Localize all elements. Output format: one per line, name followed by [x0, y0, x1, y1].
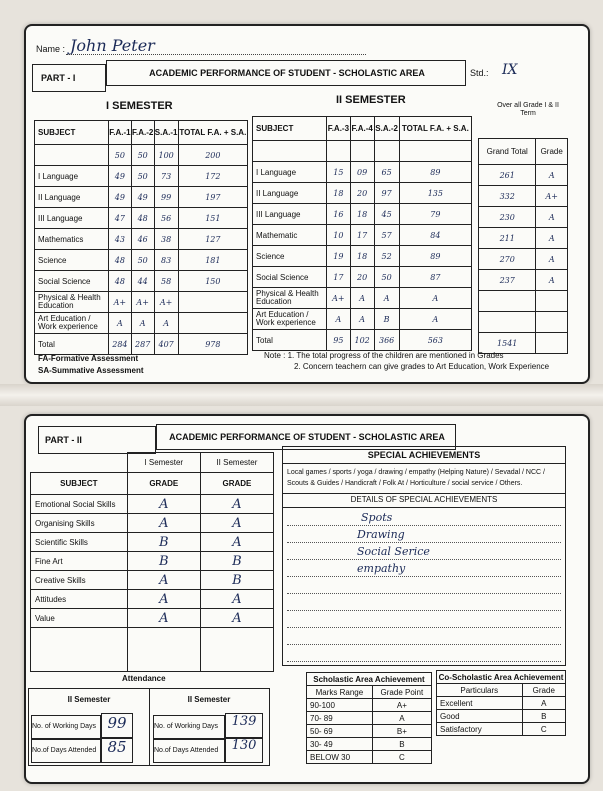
part-label-box: [32, 64, 106, 92]
skill-label: Emotional Social Skills: [31, 495, 128, 514]
table-row: [307, 712, 432, 725]
mark-cell: B: [374, 309, 399, 330]
mark-cell: 366: [374, 330, 399, 351]
mark-cell: 47: [109, 208, 132, 229]
skill-label: Attitudes: [31, 590, 128, 609]
mark-cell: 84: [399, 225, 471, 246]
table-row: [479, 207, 568, 228]
grade-cell: C: [522, 723, 565, 736]
grade-cell: A: [536, 207, 568, 228]
table-row: [35, 208, 248, 229]
subject-label: Mathematic: [253, 225, 327, 246]
mark-cell: 19: [327, 246, 351, 267]
max-marks-blank: [35, 145, 109, 166]
mark-cell: 151: [178, 208, 247, 229]
mark-cell: 563: [399, 330, 471, 351]
table-row: [253, 246, 472, 267]
subject-label: III Language: [253, 204, 327, 225]
mark-cell: 48: [109, 271, 132, 292]
table-row: [479, 228, 568, 249]
spacer-cell: [350, 141, 374, 162]
subject-label: Total: [35, 334, 109, 355]
grade-cell: [536, 312, 568, 333]
working-days-1: 99: [101, 713, 133, 739]
subject-label: Social Science: [253, 267, 327, 288]
header-subject: SUBJECT: [253, 117, 327, 141]
semester-1-title: I SEMESTER: [106, 100, 173, 112]
mark-cell: A: [399, 288, 471, 309]
table-row: [479, 249, 568, 270]
grand-total-cell: 237: [479, 270, 536, 291]
mark-cell: 135: [399, 183, 471, 204]
subject-label: Total: [253, 330, 327, 351]
mark-cell: A: [350, 288, 374, 309]
max-mark: 200: [178, 145, 247, 166]
subject-label: III Language: [35, 208, 109, 229]
grade-cell: A: [536, 228, 568, 249]
attended-label-2: No.of Days Attended: [153, 739, 225, 763]
semester-2-table: [252, 116, 472, 351]
co-scholastic-table: [30, 452, 274, 672]
skill-label: Organising Skills: [31, 514, 128, 533]
grade-cell: A+: [536, 186, 568, 207]
divider: [283, 493, 565, 494]
grade-cell: A: [536, 249, 568, 270]
blank-cell: [127, 628, 200, 672]
grand-total-cell: 270: [479, 249, 536, 270]
semester-1-table: [34, 120, 248, 355]
dotted-line: [287, 576, 561, 577]
achievement-lines: [283, 507, 565, 667]
semester-2-title: II SEMESTER: [336, 94, 406, 106]
table-row: [307, 725, 432, 738]
subject-label: Physical & Health Education: [35, 292, 109, 313]
mark-cell: 65: [374, 162, 399, 183]
max-mark: 50: [109, 145, 132, 166]
mark-cell: 15: [327, 162, 351, 183]
subject-label: I Language: [253, 162, 327, 183]
mark-cell: 18: [350, 246, 374, 267]
att-sem1-title: II Semester: [67, 695, 111, 704]
mark-cell: 978: [178, 334, 247, 355]
mark-cell: 102: [350, 330, 374, 351]
subject-label: Art Education / Work experience: [35, 313, 109, 334]
mark-cell: 20: [350, 183, 374, 204]
mark-cell: A: [327, 309, 351, 330]
blank-cell: [31, 628, 128, 672]
grade-point-cell: A: [372, 712, 431, 725]
mark-cell: 16: [327, 204, 351, 225]
name-label: Name :: [36, 44, 66, 54]
part-title: ACADEMIC PERFORMANCE OF STUDENT - SCHOLASTIC AREA: [149, 68, 425, 78]
grand-total-cell: [479, 291, 536, 312]
table-row: [35, 187, 248, 208]
subject-label: Mathematics: [35, 229, 109, 250]
achievement-entry: empathy: [357, 562, 406, 575]
spacer-cell: [253, 141, 327, 162]
sem2-header: II Semester: [200, 453, 273, 473]
mark-cell: 10: [327, 225, 351, 246]
grand-total-cell: 332: [479, 186, 536, 207]
dotted-line: [287, 559, 561, 560]
mark-cell: 49: [109, 187, 132, 208]
std-label: Std.:: [470, 68, 489, 78]
mark-cell: 43: [109, 229, 132, 250]
table-row: [31, 495, 274, 514]
grade-cell: [536, 291, 568, 312]
sem2-grade-cell: A: [200, 514, 273, 533]
marks-range-cell: 30- 49: [307, 738, 373, 751]
mark-cell: 56: [154, 208, 178, 229]
sem1-grade-cell: A: [127, 590, 200, 609]
header-total: TOTAL F.A. + S.A.: [399, 117, 471, 141]
table-row: [437, 697, 566, 710]
table-row: [31, 533, 274, 552]
subject-label: II Language: [253, 183, 327, 204]
table-row: [35, 292, 248, 313]
table-row: [31, 609, 274, 628]
coscholastic-header-particulars: Particulars: [437, 684, 523, 697]
table-row: [479, 312, 568, 333]
grade-header-2: GRADE: [200, 473, 273, 495]
mark-cell: A: [399, 309, 471, 330]
max-mark: 100: [154, 145, 178, 166]
spacer-cell: [327, 141, 351, 162]
subject-label: I Language: [35, 166, 109, 187]
dotted-line: [287, 525, 561, 526]
overall-grade-table: [478, 138, 568, 354]
table-row: [35, 166, 248, 187]
mark-cell: 284: [109, 334, 132, 355]
mark-cell: 89: [399, 162, 471, 183]
mark-cell: A+: [131, 292, 154, 313]
grade-cell: [536, 333, 568, 354]
mark-cell: 45: [374, 204, 399, 225]
attended-2: 130: [225, 737, 263, 763]
table-row: [35, 229, 248, 250]
scholastic-grade-table: [306, 672, 432, 764]
std-value: IX: [502, 62, 518, 78]
dotted-line: [287, 593, 561, 594]
header-fa2: F.A.-2: [131, 121, 154, 145]
sem2-grade-cell: B: [200, 552, 273, 571]
header-fa4: F.A.-4: [350, 117, 374, 141]
grand-total-cell: 211: [479, 228, 536, 249]
mark-cell: A+: [154, 292, 178, 313]
particulars-cell: Good: [437, 710, 523, 723]
sem2-grade-cell: A: [200, 609, 273, 628]
grade-point-cell: A+: [372, 699, 431, 712]
mark-cell: 172: [178, 166, 247, 187]
working-days-2: 139: [225, 713, 263, 739]
mark-cell: 287: [131, 334, 154, 355]
mark-cell: 17: [327, 267, 351, 288]
mark-cell: 407: [154, 334, 178, 355]
mark-cell: 48: [131, 208, 154, 229]
grand-total-cell: 1541: [479, 333, 536, 354]
att-sem2-title: II Semester: [187, 695, 231, 704]
mark-cell: 18: [350, 204, 374, 225]
table-row: [479, 186, 568, 207]
attendance-title: Attendance: [122, 674, 166, 683]
table-row: [479, 291, 568, 312]
skill-label: Value: [31, 609, 128, 628]
special-description: Local games / sports / yoga / drawing / empathy (Helping Nature) / Sevadal / NCC / Scouts & Guides / Handicraft / Folk At / Horticulture / social service / Others.: [287, 469, 545, 487]
coscholastic-grade-table: [436, 670, 566, 736]
part2-label: PART - II: [45, 435, 82, 445]
particulars-cell: Excellent: [437, 697, 523, 710]
table-row: [307, 738, 432, 751]
mark-cell: A+: [109, 292, 132, 313]
mark-cell: 17: [350, 225, 374, 246]
note-line-1: Note : 1. The total progress of the children are mentioned in Grades: [264, 351, 504, 360]
sem1-grade-cell: A: [127, 571, 200, 590]
table-row: [307, 751, 432, 764]
subject-label: Science: [253, 246, 327, 267]
attended-1: 85: [101, 737, 133, 763]
marks-range-cell: BELOW 30: [307, 751, 373, 764]
report-card-part-2: [24, 414, 590, 784]
sem1-grade-cell: A: [127, 609, 200, 628]
mark-cell: 50: [131, 166, 154, 187]
table-row: [253, 267, 472, 288]
skill-label: Fine Art: [31, 552, 128, 571]
mark-cell: 181: [178, 250, 247, 271]
spacer-cell: [399, 141, 471, 162]
skill-label: Scientific Skills: [31, 533, 128, 552]
marks-range-cell: 90-100: [307, 699, 373, 712]
table-row: [253, 204, 472, 225]
mark-cell: A+: [327, 288, 351, 309]
table-row: [35, 271, 248, 292]
scholastic-header-range: Marks Range: [307, 686, 373, 699]
header-sa2: S.A.-2: [374, 117, 399, 141]
mark-cell: 50: [131, 250, 154, 271]
table-row: [253, 309, 472, 330]
report-card-part-1: [24, 24, 590, 384]
particulars-cell: Satisfactory: [437, 723, 523, 736]
grade-point-cell: B: [372, 738, 431, 751]
table-row: [437, 723, 566, 736]
header-total: TOTAL F.A. + S.A.: [178, 121, 247, 145]
subject-label: II Language: [35, 187, 109, 208]
mark-cell: 73: [154, 166, 178, 187]
mark-cell: A: [109, 313, 132, 334]
mark-cell: 18: [327, 183, 351, 204]
legend-sa: SA-Summative Assessment: [38, 366, 144, 375]
mark-cell: 127: [178, 229, 247, 250]
page-fold: [0, 384, 603, 406]
subject-label: Physical & Health Education: [253, 288, 327, 309]
grade-cell: A: [536, 270, 568, 291]
grand-total-cell: [479, 312, 536, 333]
table-row: [437, 710, 566, 723]
spacer-cell: [374, 141, 399, 162]
subject-label: Art Education / Work experience: [253, 309, 327, 330]
table-row: [35, 334, 248, 355]
mark-cell: 49: [109, 166, 132, 187]
grade-point-cell: B+: [372, 725, 431, 738]
subject-label: Science: [35, 250, 109, 271]
sem2-grade-cell: A: [200, 533, 273, 552]
mark-cell: 57: [374, 225, 399, 246]
mark-cell: [178, 313, 247, 334]
table-row: [253, 225, 472, 246]
table-row: [31, 514, 274, 533]
mark-cell: A: [350, 309, 374, 330]
sem1-header: I Semester: [127, 453, 200, 473]
mark-cell: 50: [374, 267, 399, 288]
mark-cell: 95: [327, 330, 351, 351]
marks-range-cell: 70- 89: [307, 712, 373, 725]
table-row: [253, 162, 472, 183]
subject-label: Social Science: [35, 271, 109, 292]
scholastic-header-grade: Grade Point: [372, 686, 431, 699]
blank-cell: [200, 628, 273, 672]
dotted-line: [287, 610, 561, 611]
sem2-grade-cell: A: [200, 495, 273, 514]
achievement-entry: Social Serice: [357, 545, 430, 558]
title-box: [106, 60, 466, 86]
mark-cell: 83: [154, 250, 178, 271]
grade-cell: A: [522, 697, 565, 710]
grade-cell: A: [536, 165, 568, 186]
student-name: John Peter: [70, 36, 155, 55]
grade-cell: B: [522, 710, 565, 723]
sem2-grade-cell: A: [200, 590, 273, 609]
coscholastic-header-grade: Grade: [522, 684, 565, 697]
sem1-grade-cell: B: [127, 533, 200, 552]
sem2-grade-cell: B: [200, 571, 273, 590]
special-achievements-box: [282, 446, 566, 666]
mark-cell: A: [154, 313, 178, 334]
mark-cell: A: [374, 288, 399, 309]
mark-cell: [178, 292, 247, 313]
mark-cell: 99: [154, 187, 178, 208]
table-row: [479, 270, 568, 291]
details-title: DETAILS OF SPECIAL ACHIEVEMENTS: [350, 495, 498, 504]
grade-header-1: GRADE: [127, 473, 200, 495]
max-mark: 50: [131, 145, 154, 166]
special-title: SPECIAL ACHIEVEMENTS: [367, 450, 481, 460]
overall-title: Over all Grade I & II Term: [497, 102, 559, 117]
mark-cell: A: [131, 313, 154, 334]
mark-cell: 20: [350, 267, 374, 288]
dotted-line: [287, 644, 561, 645]
marks-range-cell: 50- 69: [307, 725, 373, 738]
skill-label: Creative Skills: [31, 571, 128, 590]
name-underline: [66, 54, 366, 55]
legend-fa: FA-Formative Assessment: [38, 354, 139, 363]
table-row: [31, 552, 274, 571]
working-days-label-2: No. of Working Days: [153, 715, 225, 739]
mark-cell: 197: [178, 187, 247, 208]
mark-cell: 58: [154, 271, 178, 292]
part2-title: ACADEMIC PERFORMANCE OF STUDENT - SCHOLASTIC AREA: [169, 432, 445, 442]
mark-cell: 48: [109, 250, 132, 271]
achievement-entry: Drawing: [357, 528, 405, 541]
header-fa3: F.A.-3: [327, 117, 351, 141]
table-row: [35, 250, 248, 271]
scholastic-title: Scholastic Area Achievement: [307, 673, 432, 686]
header-fa1: F.A.-1: [109, 121, 132, 145]
table-row: [35, 313, 248, 334]
attendance-box: [28, 688, 270, 766]
attended-label-1: No.of Days Attended: [31, 739, 101, 763]
sem1-grade-cell: B: [127, 552, 200, 571]
mark-cell: 52: [374, 246, 399, 267]
mark-cell: 87: [399, 267, 471, 288]
mark-cell: 89: [399, 246, 471, 267]
subject-header: SUBJECT: [31, 473, 128, 495]
grand-total-cell: 230: [479, 207, 536, 228]
part2-label-box: [38, 426, 156, 454]
table-row: [253, 183, 472, 204]
mark-cell: 79: [399, 204, 471, 225]
table-row: [479, 165, 568, 186]
header-grade: Grade: [536, 139, 568, 165]
sem1-grade-cell: A: [127, 514, 200, 533]
dotted-line: [287, 661, 561, 662]
header-subject: SUBJECT: [35, 121, 109, 145]
header-sa1: S.A.-1: [154, 121, 178, 145]
blank-cell: [31, 453, 128, 473]
mark-cell: 49: [131, 187, 154, 208]
working-days-label-1: No. of Working Days: [31, 715, 101, 739]
mark-cell: 38: [154, 229, 178, 250]
dotted-line: [287, 627, 561, 628]
achievement-entry: Spots: [361, 511, 393, 524]
coscholastic-title: Co-Scholastic Area Achievement: [437, 671, 566, 684]
grade-point-cell: C: [372, 751, 431, 764]
table-row: [307, 699, 432, 712]
mark-cell: 97: [374, 183, 399, 204]
grand-total-cell: 261: [479, 165, 536, 186]
table-row: [31, 571, 274, 590]
table-row: [253, 330, 472, 351]
part-label: PART - I: [41, 73, 76, 83]
table-row: [253, 288, 472, 309]
mark-cell: 44: [131, 271, 154, 292]
sem1-grade-cell: A: [127, 495, 200, 514]
divider: [283, 463, 565, 464]
table-row: [31, 590, 274, 609]
mark-cell: 09: [350, 162, 374, 183]
mark-cell: 46: [131, 229, 154, 250]
header-grand-total: Grand Total: [479, 139, 536, 165]
note-line-2: 2. Concern teachern can give grades to Art Education, Work Experience: [294, 362, 550, 371]
dotted-line: [287, 542, 561, 543]
mark-cell: 150: [178, 271, 247, 292]
